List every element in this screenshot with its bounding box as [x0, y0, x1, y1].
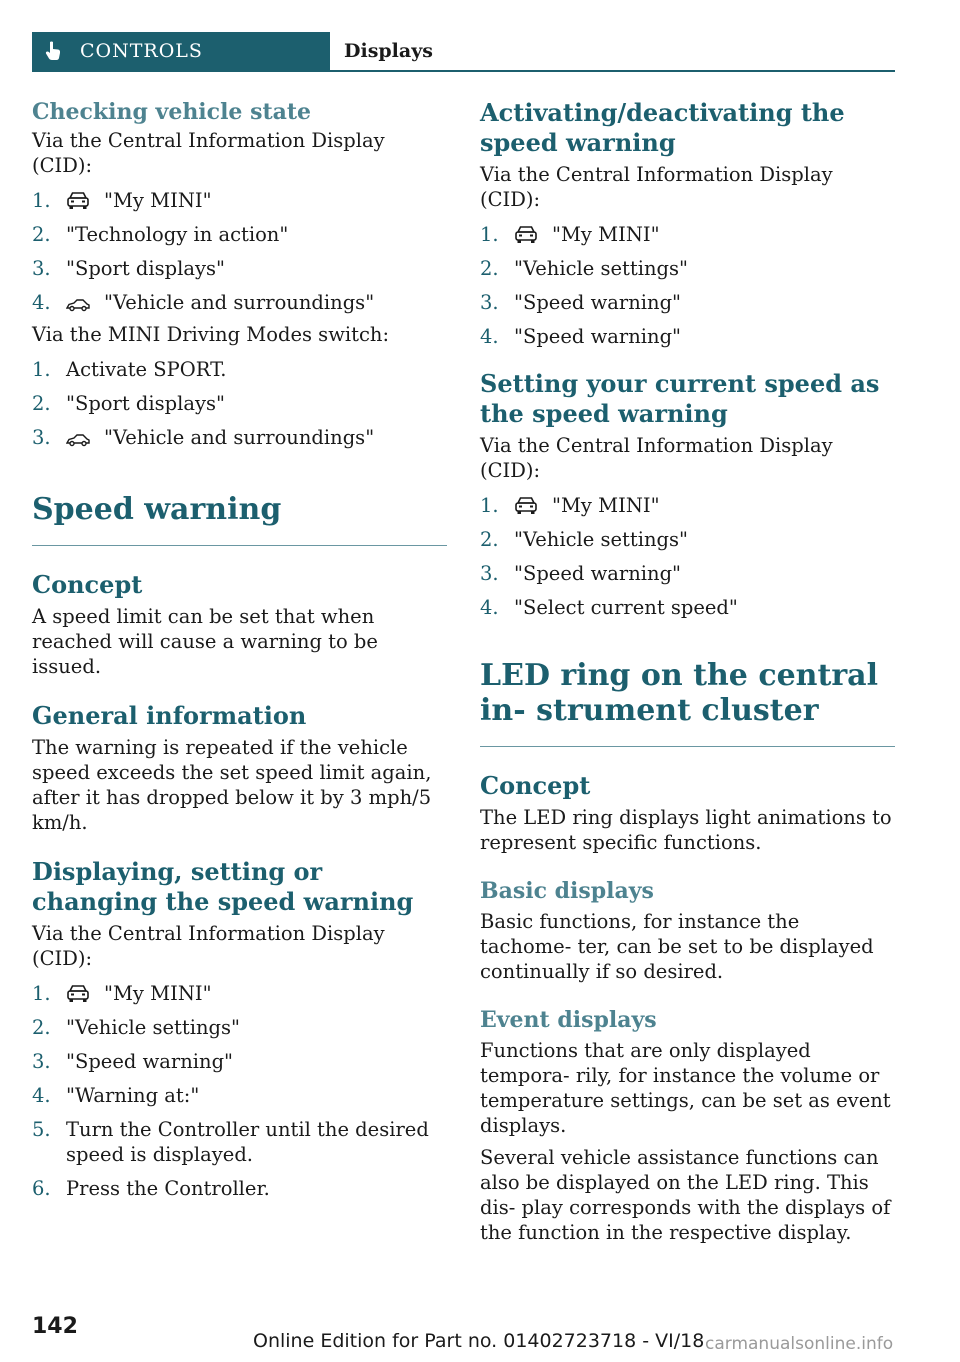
- displaying-via: Via the Central Information Display (CID):: [32, 922, 385, 970]
- checking-steps: [32, 188, 447, 315]
- list-item: 1. "My MINI": [32, 982, 212, 1005]
- setting-heading: Setting your current speed as the speed warning: [480, 369, 880, 428]
- car-side-icon: [66, 432, 90, 447]
- list-item: 2. "Vehicle settings": [32, 1016, 240, 1039]
- list-item: 3. "Speed warning": [32, 1050, 234, 1073]
- list-item: 2. "Technology in action": [32, 223, 289, 246]
- checking-via-switch: Via the MINI Driving Modes switch:: [32, 323, 390, 346]
- several-functions-text: Several vehicle assistance functions can also be displayed on the LED ring. This dis- play corresponds with the displays of the function in the respective display.: [480, 1146, 891, 1244]
- car-front-icon: [514, 496, 538, 515]
- setting-via: Via the Central Information Display (CID):: [480, 434, 833, 482]
- basic-displays-text: Basic functions, for instance the tachome- ter, can be set to be displayed continually if so desired.: [480, 910, 874, 983]
- checking-heading: Checking vehicle state: [32, 99, 312, 125]
- activating-heading: Activating/deactivating the speed warning: [480, 98, 845, 157]
- list-item: 2. "Vehicle settings": [480, 257, 688, 280]
- list-item: 3. "Sport displays": [32, 257, 225, 280]
- pointing-hand-icon: [42, 40, 64, 62]
- right-column: [480, 98, 895, 1245]
- list-item: 4. "Speed warning": [480, 325, 682, 348]
- list-item: 2. "Sport displays": [32, 392, 225, 415]
- car-front-icon: [66, 984, 90, 1003]
- checking-via-cid: Via the Central Information Display (CID):: [32, 129, 385, 177]
- section-tab: [32, 32, 330, 70]
- list-item: 1. "My MINI": [480, 494, 660, 517]
- edition-note: Online Edition for Part no. 01402723718 - VI/18: [253, 1330, 705, 1352]
- list-item: 2. "Vehicle settings": [480, 528, 688, 551]
- left-column: [32, 98, 447, 1210]
- list-item: 3. "Vehicle and surroundings": [32, 426, 375, 449]
- led-concept-heading: Concept: [480, 771, 591, 800]
- list-item: 6. Press the Controller.: [32, 1177, 270, 1200]
- list-item: 3. "Speed warning": [480, 291, 682, 314]
- list-item: 5. Turn the Controller until the desired speed is displayed.: [32, 1118, 429, 1166]
- led-concept-text: The LED ring displays light animations to represent specific functions.: [480, 806, 892, 854]
- displaying-steps: [32, 981, 447, 1201]
- chapter-label: Displays: [344, 40, 433, 62]
- list-item: 4. "Vehicle and surroundings": [32, 291, 375, 314]
- switch-steps: [32, 357, 447, 450]
- list-item: 1. "My MINI": [32, 189, 212, 212]
- general-info-text: The warning is repeated if the vehicle speed exceeds the set speed limit again, after it has dropped below it by 3 mph/5 km/h.: [32, 736, 432, 834]
- basic-displays-heading: Basic displays: [480, 878, 654, 904]
- setting-steps: [480, 493, 895, 620]
- page-number: 142: [32, 1314, 78, 1339]
- watermark: carmanualsonline.info: [705, 1334, 894, 1354]
- led-ring-heading: LED ring on the central in- strument cluster: [480, 658, 895, 747]
- general-info-heading: General information: [32, 701, 307, 730]
- event-displays-heading: Event displays: [480, 1007, 657, 1033]
- event-displays-text: Functions that are only displayed tempora- rily, for instance the volume or temperature settings, can be set as event displays.: [480, 1039, 891, 1137]
- speed-warning-heading: Speed warning: [32, 492, 447, 546]
- section-label: CONTROLS: [80, 40, 203, 62]
- activating-via: Via the Central Information Display (CID):: [480, 163, 833, 211]
- car-front-icon: [514, 225, 538, 244]
- page-header: [32, 32, 895, 72]
- concept-text: A speed limit can be set that when reached will cause a warning to be issued.: [32, 605, 378, 678]
- activating-steps: [480, 222, 895, 349]
- list-item: 4. "Warning at:": [32, 1084, 200, 1107]
- concept-heading: Concept: [32, 570, 143, 599]
- list-item: 4. "Select current speed": [480, 596, 738, 619]
- list-item: 1. Activate SPORT.: [32, 358, 227, 381]
- list-item: 3. "Speed warning": [480, 562, 682, 585]
- car-front-icon: [66, 191, 90, 210]
- displaying-heading: Displaying, setting or changing the speed warning: [32, 857, 414, 916]
- car-side-icon: [66, 297, 90, 312]
- list-item: 1. "My MINI": [480, 223, 660, 246]
